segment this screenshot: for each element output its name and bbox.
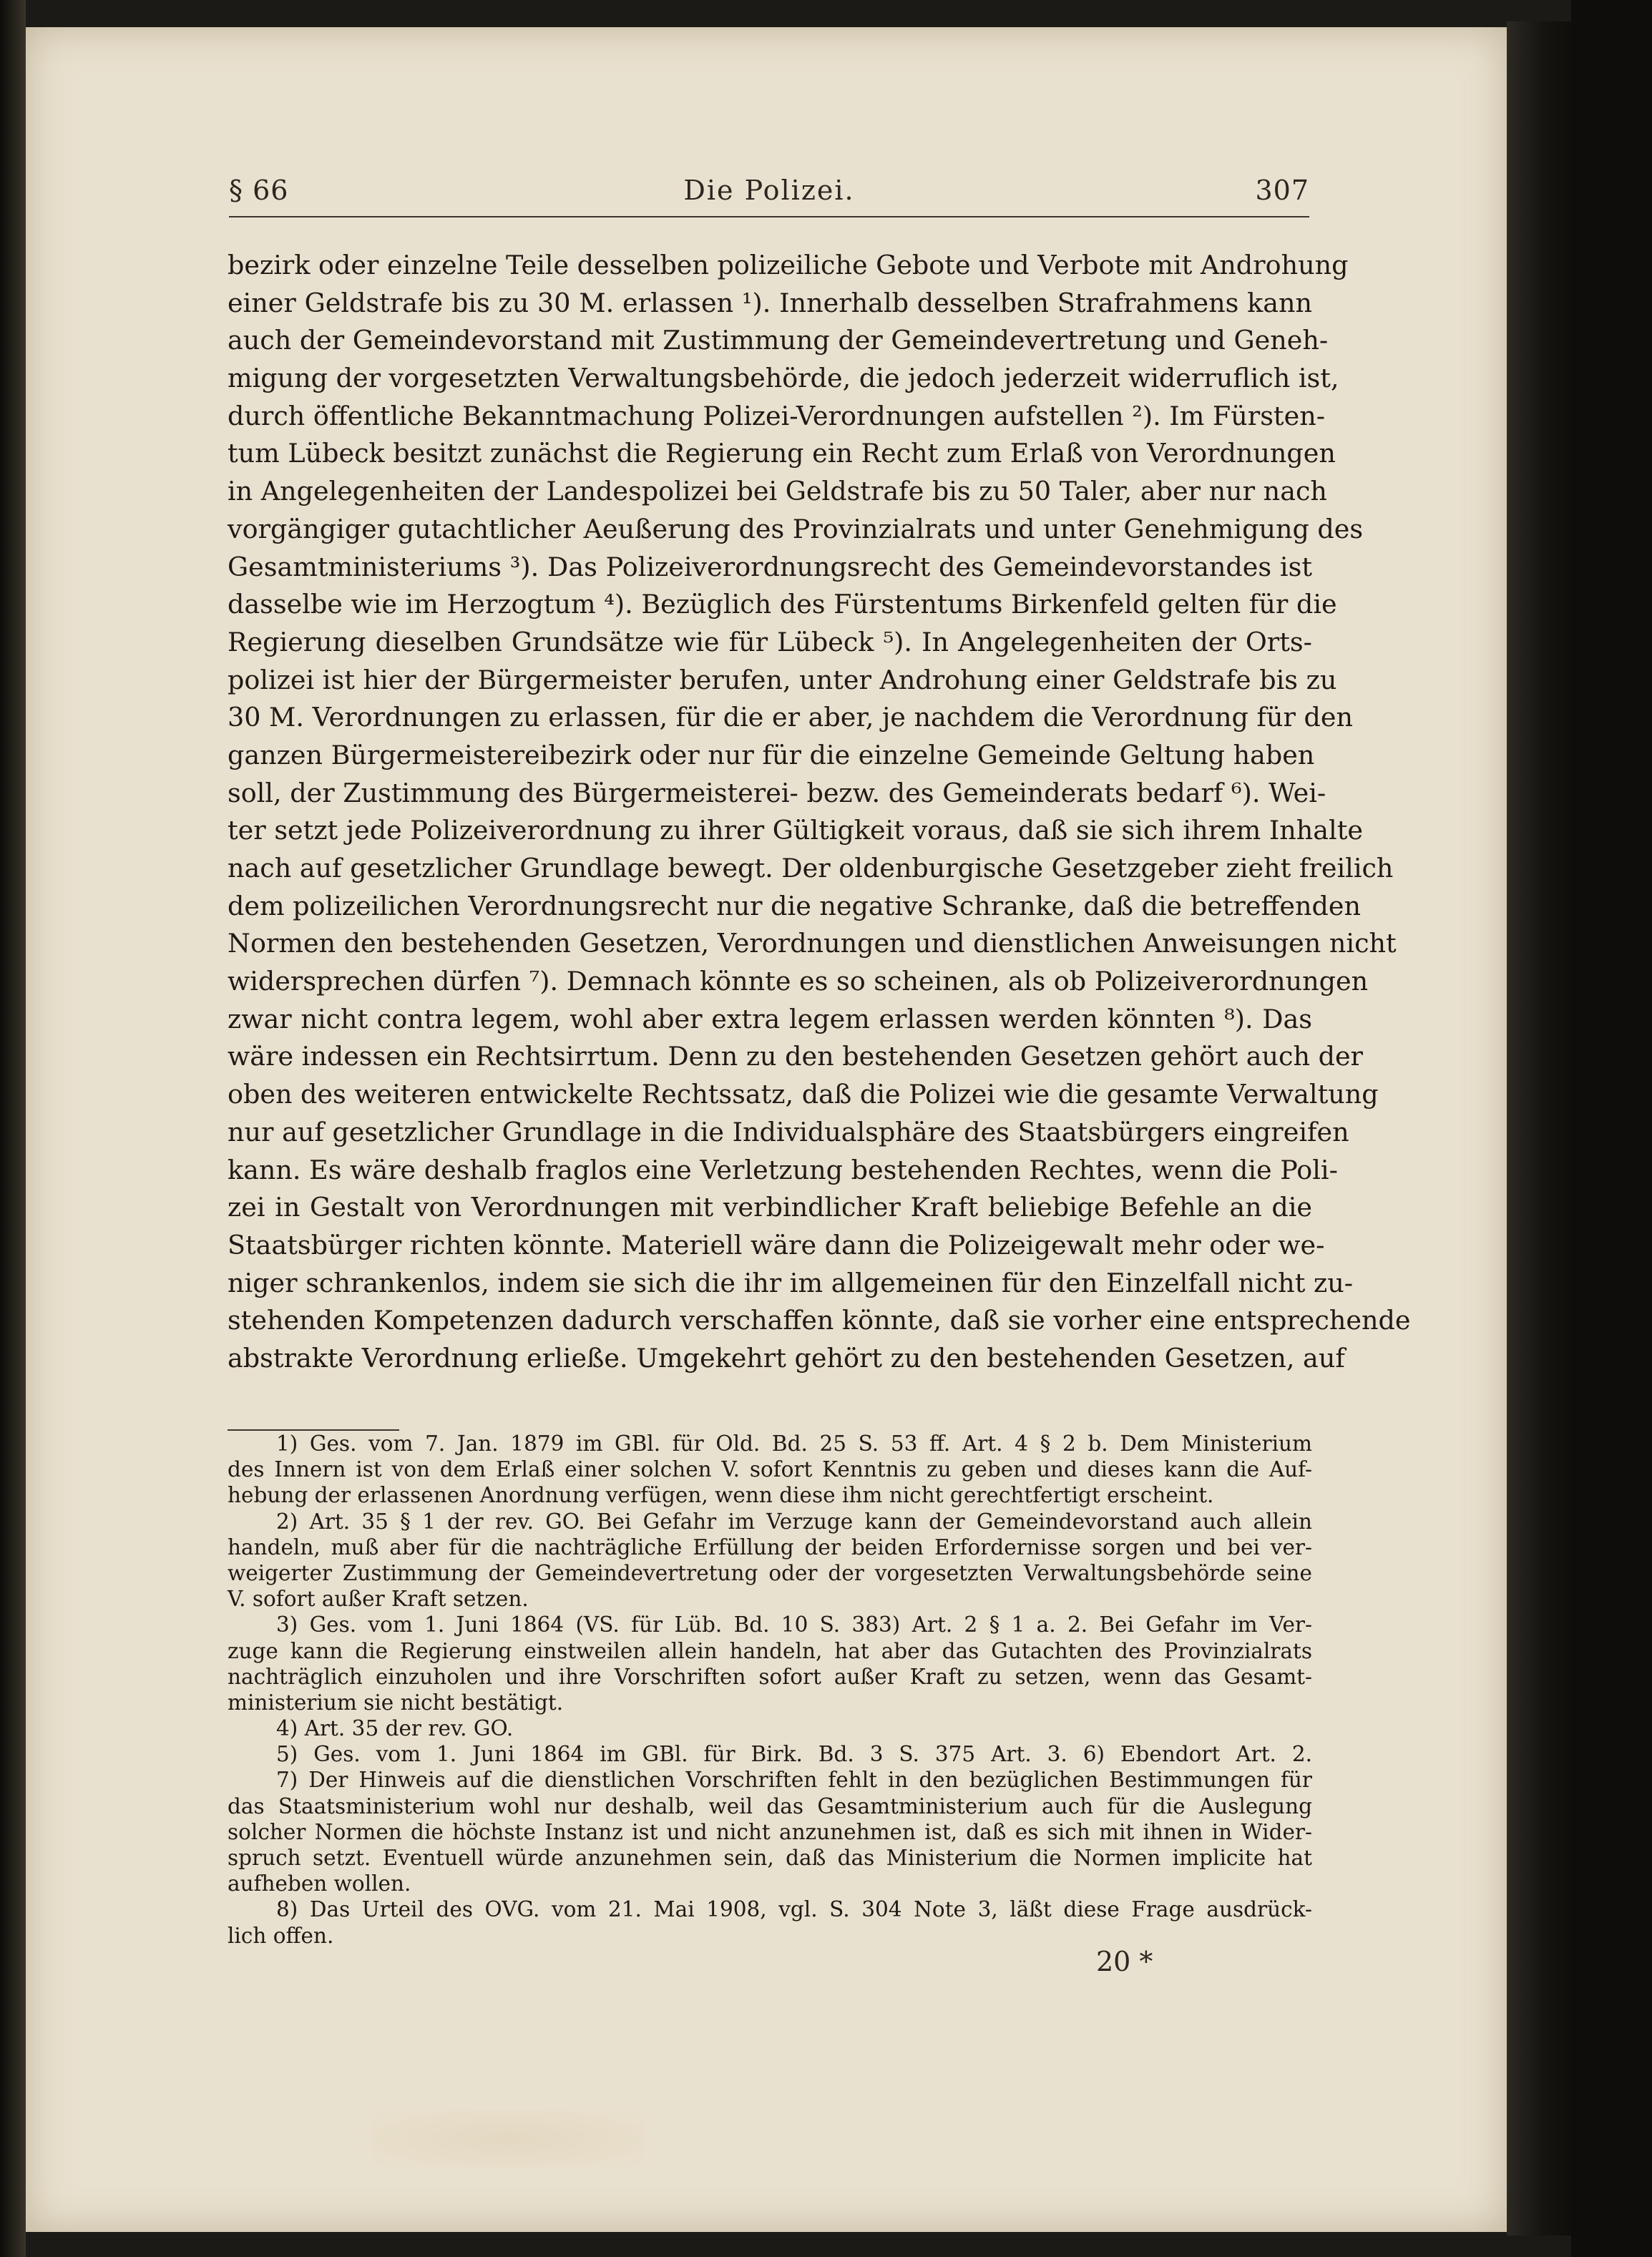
- footnote-line: spruch setzt. Eventuell würde anzunehmen sein, daß das Ministerium die Normen implicite hat: [228, 1846, 1312, 1870]
- text-line: durch öffentliche Bekanntmachung Polizei-Verordnungen aufstellen ²). Im Fürsten-: [228, 400, 1326, 431]
- text-line: nur auf gesetzlicher Grundlage in die Individualsphäre des Staatsbürgers eingreifen: [228, 1116, 1349, 1147]
- footnote-line: 5) Ges. vom 1. Juni 1864 im GBl. für Birk. Bd. 3 S. 375 Art. 3. 6) Ebendort Art. 2.: [276, 1742, 1312, 1767]
- text-line: Regierung dieselben Grundsätze wie für Lübeck ⁵). In Angelegenheiten der Orts-: [228, 626, 1312, 657]
- text-line: Normen den bestehenden Gesetzen, Verordnungen und dienstlichen Anweisungen nicht: [228, 928, 1397, 959]
- text-line: kann. Es wäre deshalb fraglos eine Verletzung bestehenden Rechtes, wenn die Poli-: [228, 1154, 1338, 1185]
- footnote-line: 3) Ges. vom 1. Juni 1864 (VS. für Lüb. Bd. 10 S. 383) Art. 2 § 1 a. 2. Bei Gefahr im Ver-: [276, 1612, 1312, 1637]
- text-line: bezirk oder einzelne Teile desselben polizeiliche Gebote und Verbote mit Androhung: [228, 250, 1349, 280]
- text-line: Gesamtministeriums ³). Das Polizeiverordnungsrecht des Gemeindevorstandes ist: [228, 551, 1312, 582]
- running-title: Die Polizei.: [683, 175, 855, 206]
- book-binding: [1507, 21, 1571, 2236]
- page-number: 307: [1255, 175, 1309, 206]
- text-line: widersprechen dürfen ⁷). Demnach könnte es so scheinen, als ob Polizeiverordnungen: [228, 966, 1369, 997]
- paper-stain: [372, 2110, 644, 2168]
- footnote-line: des Innern ist von dem Erlaß einer solchen V. sofort Kenntnis zu geben und dieses kann die Auf-: [228, 1457, 1312, 1482]
- footnote-line: 4) Art. 35 der rev. GO.: [276, 1716, 514, 1741]
- footnote-line: zuge kann die Regierung einstweilen allein handeln, hat aber das Gutachten des Provinzialrats: [228, 1638, 1312, 1663]
- footnote-line: V. sofort außer Kraft setzen.: [228, 1587, 529, 1612]
- text-line: dem polizeilichen Verordnungsrecht nur die negative Schranke, daß die betreffenden: [228, 890, 1361, 921]
- footnote-line: 7) Der Hinweis auf die dienstlichen Vorschriften fehlt in den bezüglichen Bestimmungen für: [276, 1768, 1312, 1793]
- footnote-line: nachträglich einzuholen und ihre Vorschriften sofort außer Kraft zu setzen, wenn das Gesamt-: [228, 1664, 1312, 1689]
- running-header: [229, 172, 1309, 217]
- footnotes: [228, 1431, 1312, 1949]
- footnote-line: ministerium sie nicht bestätigt.: [228, 1690, 564, 1715]
- text-line: in Angelegenheiten der Landespolizei bei Geldstrafe bis zu 50 Taler, aber nur nach: [228, 476, 1327, 507]
- footnote-line: hebung der erlassenen Anordnung verfügen, wenn diese ihm nicht gerechtfertigt erscheint.: [228, 1483, 1214, 1508]
- text-line: stehenden Kompetenzen dadurch verschaffen könnte, daß sie vorher eine entsprechende: [228, 1305, 1411, 1336]
- main-text: [228, 247, 1411, 1378]
- scan-background: [1571, 0, 1652, 2257]
- footnote-line: 8) Das Urteil des OVG. vom 21. Mai 1908, vgl. S. 304 Note 3, läßt diese Frage ausdrück-: [276, 1897, 1312, 1922]
- footnote-line: weigerter Zustimmung der Gemeindevertretung oder der vorgesetzten Verwaltungsbehörde seine: [228, 1560, 1312, 1585]
- text-line: auch der Gemeindevorstand mit Zustimmung der Gemeindevertretung und Geneh-: [228, 325, 1329, 356]
- footnote-line: solcher Normen die höchste Instanz ist und nicht anzunehmen ist, daß es sich mit ihnen in Wider-: [228, 1819, 1312, 1844]
- text-line: abstrakte Verordnung erließe. Umgekehrt gehört zu den bestehenden Gesetzen, auf: [228, 1342, 1345, 1374]
- text-line: tum Lübeck besitzt zunächst die Regierung ein Recht zum Erlaß von Verordnungen: [228, 438, 1336, 469]
- text-line: ter setzt jede Polizeiverordnung zu ihrer Gültigkeit voraus, daß sie sich ihrem Inhalte: [228, 815, 1363, 846]
- text-line: 30 M. Verordnungen zu erlassen, für die er aber, je nachdem die Verordnung für den: [228, 702, 1354, 733]
- left-page-edge: [0, 0, 26, 2257]
- text-line: dasselbe wie im Herzogtum ⁴). Bezüglich des Fürstentums Birkenfeld gelten für die: [228, 589, 1337, 620]
- text-line: vorgängiger gutachtlicher Aeußerung des Provinzialrats und unter Genehmigung des: [228, 513, 1364, 544]
- text-line: nach auf gesetzlicher Grundlage bewegt. Der oldenburgische Gesetzgeber zieht freilich: [228, 853, 1394, 883]
- text-line: niger schrankenlos, indem sie sich die ihr im allgemeinen für den Einzelfall nicht zu-: [228, 1267, 1354, 1298]
- text-line: zwar nicht contra legem, wohl aber extra legem erlassen werden könnten ⁸). Das: [228, 1003, 1312, 1034]
- footnote-line: 2) Art. 35 § 1 der rev. GO. Bei Gefahr im Verzuge kann der Gemeindevorstand auch allein: [276, 1509, 1312, 1534]
- footnote-line: 1) Ges. vom 7. Jan. 1879 im GBl. für Old. Bd. 25 S. 53 ff. Art. 4 § 2 b. Dem Ministerium: [276, 1431, 1312, 1456]
- text-line: polizei ist hier der Bürgermeister berufen, unter Androhung einer Geldstrafe bis zu: [228, 664, 1337, 695]
- footnote-line: lich offen.: [228, 1923, 334, 1948]
- signature-mark: 20 *: [1096, 1946, 1153, 1977]
- footnote-line: handeln, muß aber für die nachträgliche Erfüllung der beiden Erfordernisse sorgen und bei ver-: [228, 1534, 1312, 1560]
- text-line: migung der vorgesetzten Verwaltungsbehörde, die jedoch jederzeit widerruflich ist,: [228, 363, 1339, 394]
- text-line: ganzen Bürgermeistereibezirk oder nur für die einzelne Gemeinde Geltung haben: [228, 739, 1315, 770]
- footnote-line: das Staatsministerium wohl nur deshalb, weil das Gesamtministerium auch für die Auslegung: [228, 1793, 1312, 1818]
- text-line: zei in Gestalt von Verordnungen mit verbindlicher Kraft beliebige Befehle an die: [228, 1192, 1312, 1223]
- text-line: wäre indessen ein Rechtsirrtum. Denn zu den bestehenden Gesetzen gehört auch der: [228, 1041, 1364, 1072]
- text-line: einer Geldstrafe bis zu 30 M. erlassen ¹). Innerhalb desselben Strafrahmens kann: [228, 287, 1312, 318]
- section-number: § 66: [229, 175, 289, 206]
- text-line: oben des weiteren entwickelte Rechtssatz, daß die Polizei wie die gesamte Verwaltung: [228, 1079, 1379, 1110]
- text-line: Staatsbürger richten könnte. Materiell wäre dann die Polizeigewalt mehr oder we-: [228, 1229, 1325, 1260]
- text-line: soll, der Zustimmung des Bürgermeisterei- bezw. des Gemeinderats bedarf ⁶). Wei-: [228, 777, 1326, 808]
- footnote-line: aufheben wollen.: [228, 1871, 411, 1896]
